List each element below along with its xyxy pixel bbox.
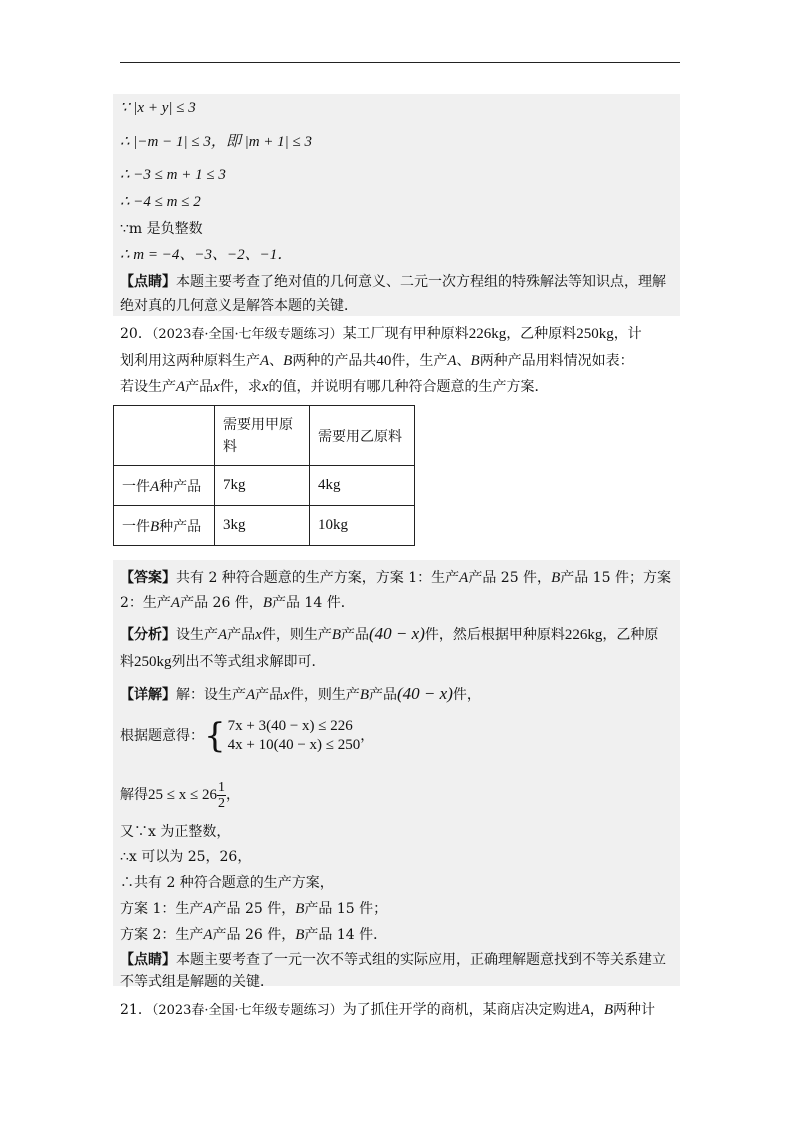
table-cell: 3kg <box>215 506 310 546</box>
prev-line-5: ∵m 是负整数 <box>120 221 203 237</box>
table-header-cell <box>114 406 215 466</box>
table-cell: 10kg <box>310 506 415 546</box>
detail-line-1: 【详解】解：设生产A产品x件，则生产B产品(40 − x)件， <box>120 684 481 703</box>
analysis-line-1: 【分析】设生产A产品x件，则生产B产品(40 − x)件，然后根据甲种原料226kg，乙种原 <box>120 624 659 643</box>
header-rule <box>120 62 680 63</box>
detail-solution: 解得25 ≤ x ≤ 26 $\frac{1}{2}$ ， <box>120 779 240 811</box>
table-cell: 7kg <box>215 466 310 506</box>
brace-icon: { <box>204 716 226 756</box>
inequality-1: 7x + 3(40 − x) ≤ 226 <box>227 718 353 734</box>
detail-line-7: 方案 1：生产A产品 25 件，B产品 15 件； <box>120 901 388 917</box>
table-header-row <box>114 406 415 466</box>
q21-line-1: 21．（2023春·全国·七年级专题练习）为了抓住开学的商机，某商店决定购进A，B两种计 <box>120 1002 656 1018</box>
q20-line-3: 若设生产A产品x件，求x的值，并说明有哪几种符合题意的生产方案． <box>120 379 549 395</box>
answer-line-1: 【答案】共有 2 种符合题意的生产方案，方案 1：生产A产品 25 件，B产品 15 件；方案 <box>120 570 671 586</box>
table-header-cell: 需要用甲原料 <box>215 406 310 466</box>
table-row <box>114 466 415 506</box>
prev-comment-line-1: 【点睛】本题主要考查了绝对值的几何意义、二元一次方程组的特殊解法等知识点，理解 <box>120 274 666 290</box>
detail-line-8: 方案 2：生产A产品 26 件，B产品 14 件． <box>120 927 388 943</box>
detail-system: 根据题意得：{ 7x + 3(40 − x) ≤ 226 4x + 10(40 − x) ≤ 250 ， <box>120 716 375 756</box>
detail-line-5: ∴x 可以为 25，26， <box>120 849 252 865</box>
table-cell: 一件B种产品 <box>114 506 215 546</box>
inequality-2: 4x + 10(40 − x) ≤ 250 <box>227 737 361 753</box>
detail-line-6: ∴共有 2 种符合题意的生产方案， <box>120 875 334 891</box>
prev-line-2: ∴ |−m − 1| ≤ 3，即 |m + 1| ≤ 3 <box>120 134 313 150</box>
prev-line-1: ∵ |x + y| ≤ 3 <box>120 100 196 116</box>
table-row <box>114 506 415 546</box>
comment2-line-1: 【点睛】本题主要考查了一元一次不等式组的实际应用，正确理解题意找到不等关系建立 <box>120 952 666 968</box>
table-cell: 4kg <box>310 466 415 506</box>
prev-line-4: ∴ −4 ≤ m ≤ 2 <box>120 194 201 210</box>
prev-line-6: ∴ m = −4、−3、−2、−1． <box>120 247 293 263</box>
q20-line-1: 20．（2023春·全国·七年级专题练习）某工厂现有甲种原料226kg，乙种原料250kg，计 <box>120 326 642 342</box>
analysis-line-2: 料250kg列出不等式组求解即可． <box>120 654 326 670</box>
q20-line-2: 划利用这两种原料生产A、B两种的产品共40件，生产A、B两种产品用料情况如表： <box>120 353 634 369</box>
prev-line-3: ∴ −3 ≤ m + 1 ≤ 3 <box>120 167 226 183</box>
materials-table <box>113 405 415 546</box>
comment2-line-2: 不等式组是解题的关键． <box>120 974 274 990</box>
detail-line-4: 又∵x 为正整数， <box>120 824 231 840</box>
prev-comment-line-2: 绝对真的几何意义是解答本题的关键． <box>120 298 358 314</box>
table-header-cell: 需要用乙原料 <box>310 406 415 466</box>
answer-line-2: 2：生产A产品 26 件，B产品 14 件． <box>120 595 355 611</box>
table-cell: 一件A种产品 <box>114 466 215 506</box>
fraction: $\frac{1}{2}$ <box>217 779 225 811</box>
